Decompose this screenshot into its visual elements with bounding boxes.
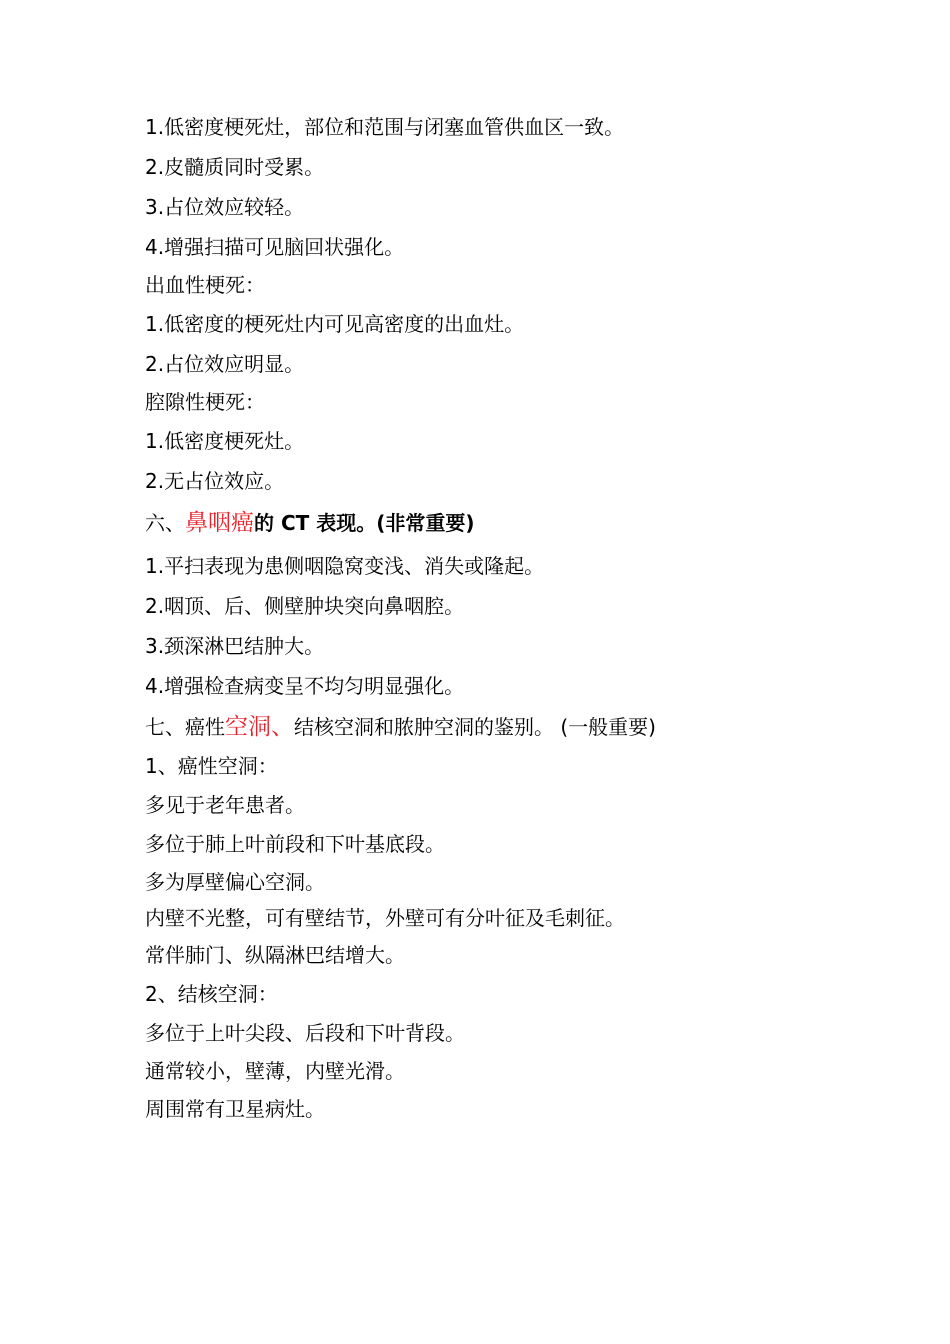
section7-sub1-item-4: 内壁不光整，可有壁结节，外壁可有分叶征及毛刺征。 xyxy=(145,906,625,930)
section6-suffix: 的 CT 表现。(非常重要) xyxy=(254,511,475,535)
section7-sub1-item-5: 常伴肺门、纵隔淋巴结增大。 xyxy=(145,943,405,967)
infarct-item-2: 2.皮髓质同时受累。 xyxy=(145,155,325,179)
section7-sub1-item-3: 多为厚壁偏心空洞。 xyxy=(145,870,325,894)
infarct-item-1: 1.低密度梗死灶，部位和范围与闭塞血管供血区一致。 xyxy=(145,115,625,139)
infarct-item-4: 4.增强扫描可见脑回状强化。 xyxy=(145,235,405,259)
section7-suffix: 结核空洞和脓肿空洞的鉴别。 (一般重要) xyxy=(294,715,656,739)
section6-item-3: 3.颈深淋巴结肿大。 xyxy=(145,634,325,658)
section7-sub2-item-3: 周围常有卫星病灶。 xyxy=(145,1097,325,1121)
section6-item-1: 1.平扫表现为患侧咽隐窝变浅、消失或隆起。 xyxy=(145,554,545,578)
section6-prefix: 六、 xyxy=(145,511,185,535)
section6-item-4: 4.增强检查病变呈不均匀明显强化。 xyxy=(145,674,465,698)
section6-keyword: 鼻咽癌 xyxy=(185,510,254,536)
section7-sub2-item-2: 通常较小，壁薄，内壁光滑。 xyxy=(145,1059,405,1083)
section7-sub2-item-1: 多位于上叶尖段、后段和下叶背段。 xyxy=(145,1021,465,1045)
section7-sub1-item-2: 多位于肺上叶前段和下叶基底段。 xyxy=(145,832,445,856)
hemorrhagic-item-1: 1.低密度的梗死灶内可见高密度的出血灶。 xyxy=(145,312,525,336)
section7-sub1-heading: 1、癌性空洞： xyxy=(145,754,278,778)
lacunar-item-1: 1.低密度梗死灶。 xyxy=(145,429,305,453)
section6-heading xyxy=(145,510,475,536)
section7-prefix: 七、癌性 xyxy=(145,715,225,739)
section7-keyword: 空洞、 xyxy=(225,714,294,740)
section7-sub1-item-1: 多见于老年患者。 xyxy=(145,793,305,817)
infarct-item-3: 3.占位效应较轻。 xyxy=(145,195,305,219)
section7-heading xyxy=(145,714,656,740)
hemorrhagic-heading: 出血性梗死： xyxy=(145,273,265,297)
section6-item-2: 2.咽顶、后、侧壁肿块突向鼻咽腔。 xyxy=(145,594,465,618)
lacunar-heading: 腔隙性梗死： xyxy=(145,390,265,414)
section7-sub2-heading: 2、结核空洞： xyxy=(145,982,278,1006)
lacunar-item-2: 2.无占位效应。 xyxy=(145,469,285,493)
hemorrhagic-item-2: 2.占位效应明显。 xyxy=(145,352,305,376)
